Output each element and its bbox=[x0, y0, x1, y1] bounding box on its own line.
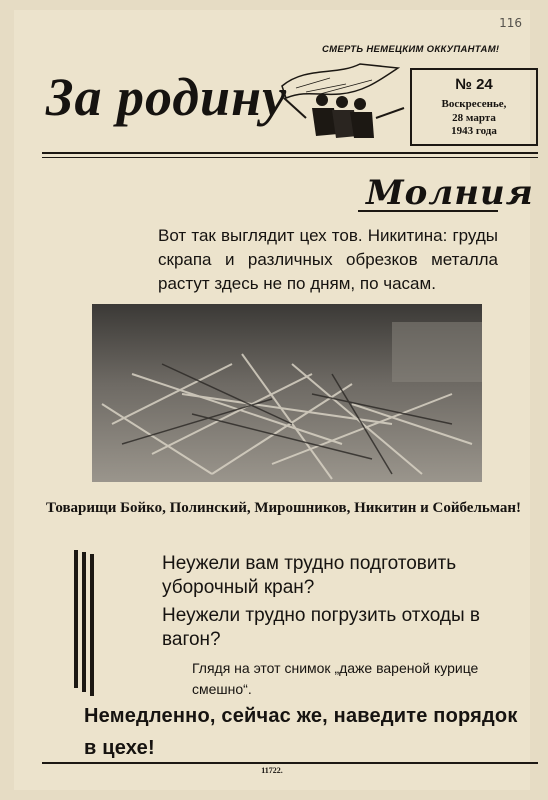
footer-rule bbox=[42, 762, 538, 764]
issue-info-box bbox=[410, 68, 538, 146]
appeal-heading: Товарищи Бойко, Полинский, Мирошников, Никитин и Сойбельман! bbox=[46, 500, 522, 516]
demand-text: Немедленно, сейчас же, наведите порядок в цехе! bbox=[84, 705, 518, 759]
issue-year: 1943 года bbox=[451, 125, 497, 138]
slogan: СМЕРТЬ НЕМЕЦКИМ ОККУПАНТАМ! bbox=[322, 44, 500, 55]
section-title-underline bbox=[358, 210, 498, 212]
masthead-title: За родину bbox=[46, 67, 288, 127]
newspaper-page bbox=[14, 10, 534, 790]
issue-date: 28 марта bbox=[452, 111, 496, 124]
question-2: Неужели трудно погрузить отходы в вагон? bbox=[162, 605, 481, 650]
archive-number: 116 bbox=[499, 16, 522, 30]
section-title: Молния bbox=[366, 173, 534, 213]
intro-paragraph: Вот так выглядит цех тов. Никитина: груды скрапа и различных обрезков металла растут здесь не по дням, по часам. bbox=[158, 226, 498, 293]
issue-weekday: Воскресенье, bbox=[441, 97, 507, 110]
banner-soldiers-illustration bbox=[276, 58, 412, 142]
remark-text: Глядя на этот снимок „даже вареной курице смешно“. bbox=[192, 660, 479, 697]
scrap-photo bbox=[92, 304, 482, 482]
header-rule-thin bbox=[42, 157, 538, 158]
print-number: 11722. bbox=[261, 766, 283, 775]
exclamation-bars-decoration bbox=[74, 550, 96, 700]
issue-number: № 24 bbox=[455, 76, 493, 93]
header-rule bbox=[42, 152, 538, 154]
question-1: Неужели вам трудно подготовить уборочный кран? bbox=[162, 553, 457, 598]
